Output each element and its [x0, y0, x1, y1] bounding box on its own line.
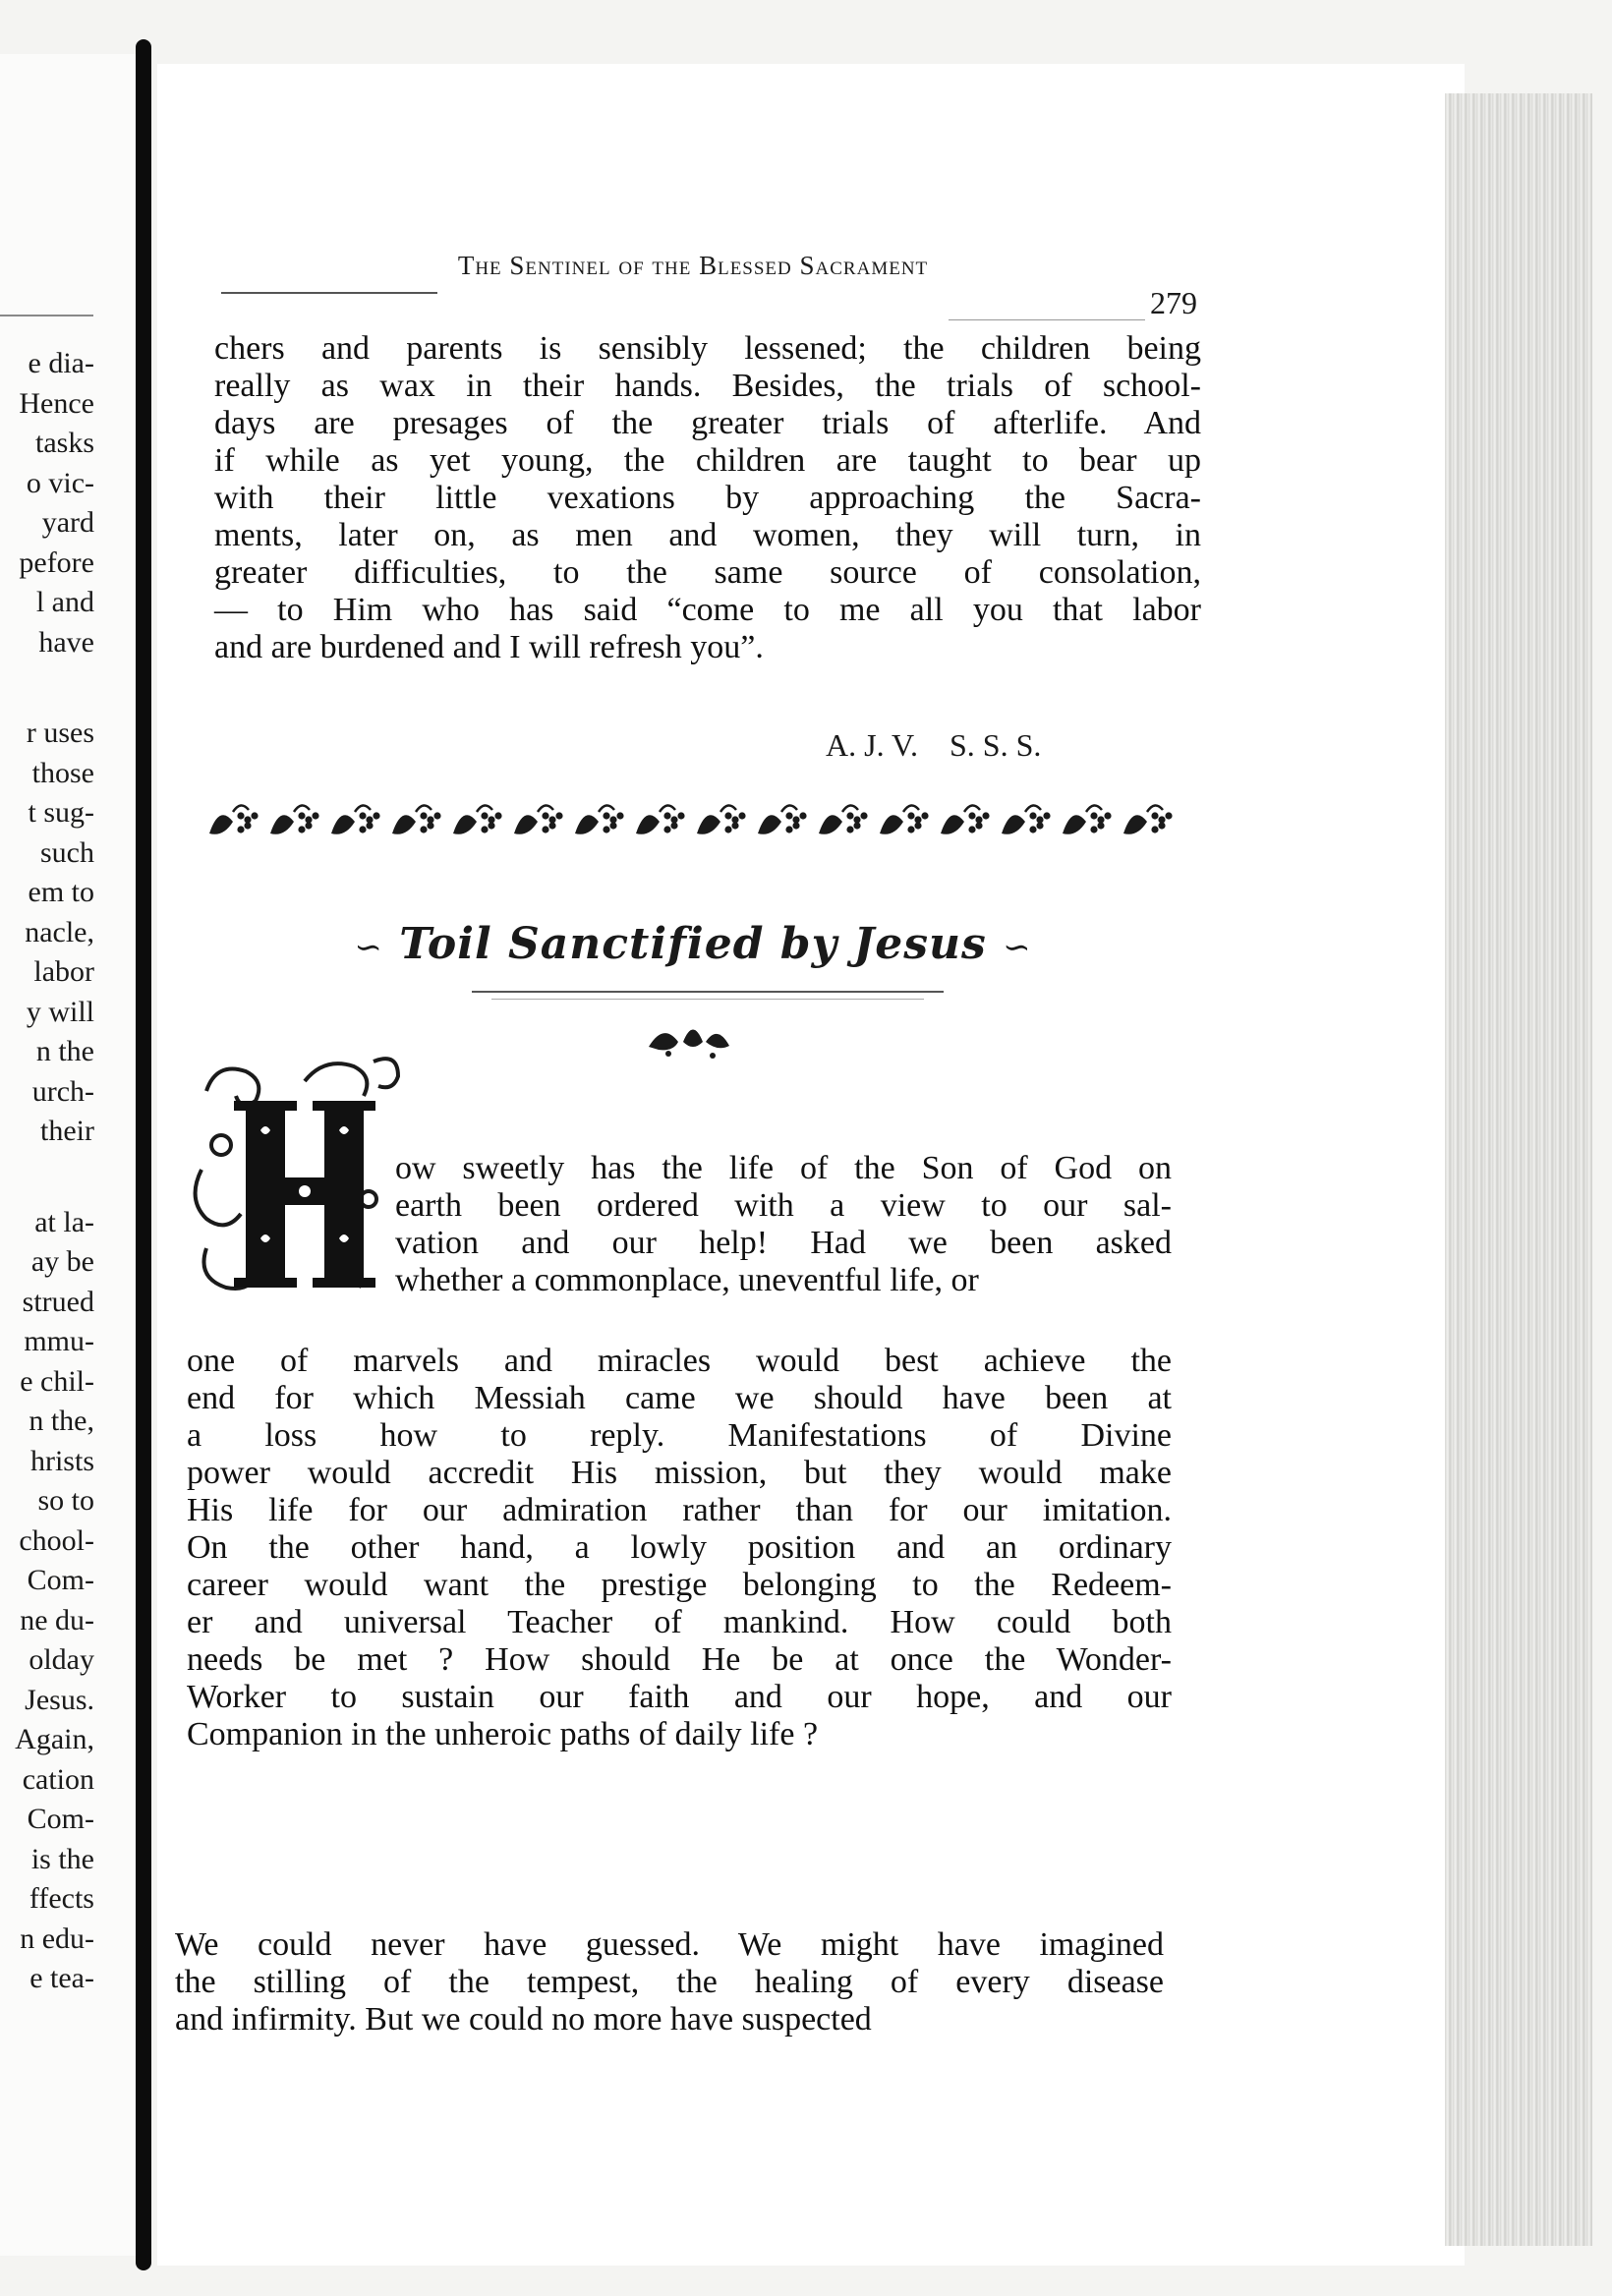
grape-icon	[846, 826, 853, 832]
left-page-fragment: Com-	[27, 1803, 94, 1835]
grape-icon	[670, 822, 677, 829]
vine-leaf-icon	[453, 815, 477, 834]
article-title-text: Toil Sanctified by Jesus	[399, 919, 987, 969]
grape-icon	[420, 826, 427, 832]
text-line: and infirmity. But we could no more have suspected	[175, 2001, 872, 2038]
grape-icon	[433, 812, 440, 819]
title-rule	[472, 991, 944, 993]
text-line: vation and our help! Had we been asked	[395, 1225, 1172, 1261]
left-page-rule	[0, 315, 93, 316]
grape-icon	[1043, 812, 1050, 819]
grape-icon	[968, 826, 975, 832]
vine-leaf-icon	[636, 815, 660, 834]
left-page-fragment: n the,	[29, 1405, 94, 1437]
grape-icon	[975, 822, 982, 829]
grape-icon	[1104, 812, 1111, 819]
left-page-fragment: their	[40, 1115, 94, 1147]
text-line: power would accredit His mission, but they would make	[187, 1455, 1172, 1491]
grape-icon	[907, 826, 914, 832]
text-line: On the other hand, a lowly position and an ordinary	[187, 1529, 1172, 1566]
grape-icon	[677, 812, 684, 819]
header-rule-right	[949, 319, 1145, 320]
running-head: The Sentinel of the Blessed Sacrament	[457, 251, 929, 280]
grape-icon	[1165, 812, 1172, 819]
text-line: a loss how to reply. Manifestations of Divine	[187, 1417, 1172, 1454]
left-page-fragment: e dia-	[28, 347, 94, 379]
grape-icon	[366, 822, 373, 829]
left-page-fragment: strued	[22, 1285, 94, 1318]
text-line: and are burdened and I will refresh you”.	[214, 629, 764, 665]
grape-icon	[542, 812, 548, 819]
text-line: with their little vexations by approaching the Sacra-	[214, 480, 1201, 516]
page-number: 279	[1150, 285, 1197, 320]
text-line: We could never have guessed. We might have imagined	[175, 1926, 1164, 1963]
vine-leaf-icon	[1002, 815, 1025, 834]
grape-icon	[359, 812, 366, 819]
left-page-fragment: those	[31, 756, 94, 789]
grape-icon	[251, 812, 258, 819]
vine-leaf-icon	[880, 815, 903, 834]
text-line: earth been ordered with a view to our sal-	[395, 1187, 1172, 1224]
text-line: ments, later on, as men and women, they will turn, in	[214, 517, 1201, 553]
grape-icon	[1151, 826, 1158, 832]
text-line: career would want the prestige belonging to the Redeem-	[187, 1567, 1172, 1603]
vine-leaf-icon	[758, 815, 781, 834]
left-page-fragment: nacle,	[25, 915, 94, 948]
vine-ornament-band	[202, 794, 1194, 853]
vine-leaf-icon	[392, 815, 416, 834]
grape-icon	[1029, 812, 1036, 819]
left-page-fragment: have	[38, 625, 94, 659]
left-page-fragment: at la-	[34, 1205, 94, 1238]
grape-icon	[982, 812, 989, 819]
left-page-fragment: ffects	[29, 1882, 94, 1915]
grape-icon	[481, 812, 488, 819]
left-page-fragment: urch-	[31, 1074, 94, 1108]
left-page-fragment: n the	[35, 1035, 94, 1067]
grape-icon	[921, 812, 928, 819]
text-line: needs be met ? How should He be at once the Wonder-	[187, 1641, 1172, 1678]
grape-icon	[481, 826, 488, 832]
left-page-fragment: yard	[41, 506, 94, 539]
grape-icon	[1090, 812, 1097, 819]
text-line: ow sweetly has the life of the Son of God on	[395, 1150, 1172, 1186]
grape-icon	[663, 812, 670, 819]
text-line: er and universal Teacher of mankind. How could both	[187, 1604, 1172, 1640]
left-page-fragment: ne du-	[20, 1603, 94, 1636]
grape-icon	[1090, 826, 1097, 832]
tendril-icon	[903, 805, 919, 812]
grape-icon	[731, 822, 738, 829]
left-page-fragment: o vic-	[26, 466, 94, 499]
grape-icon	[359, 826, 366, 832]
grape-icon	[244, 822, 251, 829]
left-page-fragment: olday	[29, 1643, 94, 1676]
left-page-fragment: t sug-	[28, 796, 94, 829]
grape-icon	[373, 812, 379, 819]
tendril-icon	[233, 805, 249, 812]
dropcap-ornament	[187, 1052, 423, 1307]
grape-icon	[488, 822, 494, 829]
grape-icon	[1097, 822, 1104, 829]
text-line: chers and parents is sensibly lessened; the children being	[214, 330, 1201, 367]
title-left-flourish-icon: ∽	[354, 928, 383, 967]
dropcap-letter: H	[187, 1052, 188, 1053]
grape-icon	[792, 822, 799, 829]
grape-icon	[609, 822, 616, 829]
vine-leaf-icon	[270, 815, 294, 834]
grape-icon	[1151, 812, 1158, 819]
vine-leaf-icon	[575, 815, 599, 834]
left-page-fragment: Com-	[27, 1564, 94, 1596]
grape-icon	[907, 812, 914, 819]
continued-paragraph	[214, 330, 1201, 666]
grape-icon	[785, 812, 792, 819]
vine-leaf-icon	[941, 815, 964, 834]
author-signature: A. J. V. S. S. S.	[826, 727, 1042, 763]
vine-leaf-icon	[514, 815, 538, 834]
vine-leaf-icon	[819, 815, 842, 834]
book-gutter	[136, 39, 151, 2270]
tendril-icon	[964, 805, 980, 812]
grape-icon	[846, 812, 853, 819]
grape-icon	[555, 812, 562, 819]
left-page-fragment: Jesus.	[25, 1683, 94, 1716]
left-page-fragment: so to	[37, 1484, 94, 1517]
grape-icon	[494, 812, 501, 819]
grape-icon	[860, 812, 867, 819]
grape-icon	[603, 826, 609, 832]
grape-icon	[298, 826, 305, 832]
tendril-icon	[660, 805, 675, 812]
text-line: if while as yet young, the children are taught to bear up	[214, 442, 1201, 479]
text-line: really as wax in their hands. Besides, the trials of school-	[214, 368, 1201, 404]
left-page-fragment: labor	[33, 955, 94, 988]
article-paragraph-1	[187, 1343, 1172, 1753]
grape-icon	[724, 826, 731, 832]
text-line: the stilling of the tempest, the healing of every disease	[175, 1964, 1164, 2000]
tendril-icon	[781, 805, 797, 812]
left-page-fragment: chool-	[19, 1523, 94, 1557]
grape-icon	[724, 812, 731, 819]
page-edges	[1445, 93, 1592, 2246]
article-opening-lines	[395, 1150, 1172, 1299]
left-page-fragment: em to	[28, 876, 94, 908]
grape-icon	[1036, 822, 1043, 829]
grape-icon	[616, 812, 623, 819]
tendril-icon	[477, 805, 492, 812]
vine-leaf-icon	[1063, 815, 1086, 834]
left-page-fragment: y will	[26, 995, 94, 1028]
left-page-fragment: such	[40, 835, 94, 869]
grape-icon	[968, 812, 975, 819]
grape-icon	[738, 812, 745, 819]
article-title	[300, 919, 1086, 969]
left-page-fragment: ay be	[30, 1245, 94, 1278]
vine-leaf-icon	[331, 815, 355, 834]
text-line: whether a commonplace, uneventful life, or	[395, 1262, 979, 1298]
grape-icon	[237, 812, 244, 819]
article-paragraph-2	[175, 1926, 1164, 2038]
tendril-icon	[842, 805, 858, 812]
tendril-icon	[294, 805, 310, 812]
tendril-icon	[355, 805, 371, 812]
left-page-fragment: Again,	[15, 1723, 94, 1755]
left-page-fragment: e chil-	[20, 1364, 94, 1398]
grape-icon	[305, 822, 312, 829]
tendril-icon	[1086, 805, 1102, 812]
tendril-icon	[538, 805, 553, 812]
title-rule-thin	[491, 999, 924, 1000]
tendril-icon	[416, 805, 432, 812]
left-page-fragment: l and	[35, 586, 94, 618]
grape-icon	[785, 826, 792, 832]
vine-leaf-icon	[1123, 815, 1147, 834]
left-page-fragment: is the	[30, 1842, 94, 1875]
grape-icon	[237, 826, 244, 832]
grape-icon	[914, 822, 921, 829]
grape-icon	[420, 812, 427, 819]
left-page-fragment: cation	[22, 1762, 94, 1796]
grape-icon	[853, 822, 860, 829]
vine-leaf-icon	[697, 815, 720, 834]
grape-icon	[663, 826, 670, 832]
left-page-fragment: mmu-	[24, 1325, 94, 1357]
left-page-fragment: Hence	[19, 386, 94, 420]
left-page-fragment: n edu-	[20, 1922, 94, 1955]
text-line: Worker to sustain our faith and our hope, and our	[187, 1679, 1172, 1715]
grape-icon	[298, 812, 305, 819]
left-page-text	[0, 344, 94, 1999]
tendril-icon	[1147, 805, 1163, 812]
grape-icon	[1029, 826, 1036, 832]
leaf-ornament-icon	[639, 1012, 737, 1062]
title-right-flourish-icon: ∽	[1003, 928, 1032, 967]
grape-icon	[542, 826, 548, 832]
left-page-fragment: e tea-	[29, 1962, 94, 1994]
text-line: end for which Messiah came we should have been at	[187, 1380, 1172, 1416]
left-page-fragment: r uses	[26, 717, 94, 749]
left-page-fragment: pefore	[19, 545, 94, 579]
tendril-icon	[1025, 805, 1041, 812]
text-line: Companion in the unheroic paths of daily life ?	[187, 1716, 819, 1752]
header-rule-left	[221, 292, 437, 294]
vine-leaf-icon	[209, 815, 233, 834]
tendril-icon	[599, 805, 614, 812]
text-line: greater difficulties, to the same source of consolation,	[214, 554, 1201, 591]
grape-icon	[799, 812, 806, 819]
grape-icon	[312, 812, 318, 819]
left-page-fragment: hrists	[29, 1444, 94, 1477]
grape-icon	[603, 812, 609, 819]
left-page-fragment: tasks	[35, 427, 94, 459]
grape-icon	[548, 822, 555, 829]
tendril-icon	[720, 805, 736, 812]
grape-icon	[1158, 822, 1165, 829]
text-line: one of marvels and miracles would best achieve the	[187, 1343, 1172, 1379]
text-line: His life for our admiration rather than for our imitation.	[187, 1492, 1172, 1528]
text-line: — to Him who has said “come to me all you that labor	[214, 592, 1201, 628]
grape-icon	[427, 822, 433, 829]
text-line: days are presages of the greater trials of afterlife. And	[214, 405, 1201, 441]
